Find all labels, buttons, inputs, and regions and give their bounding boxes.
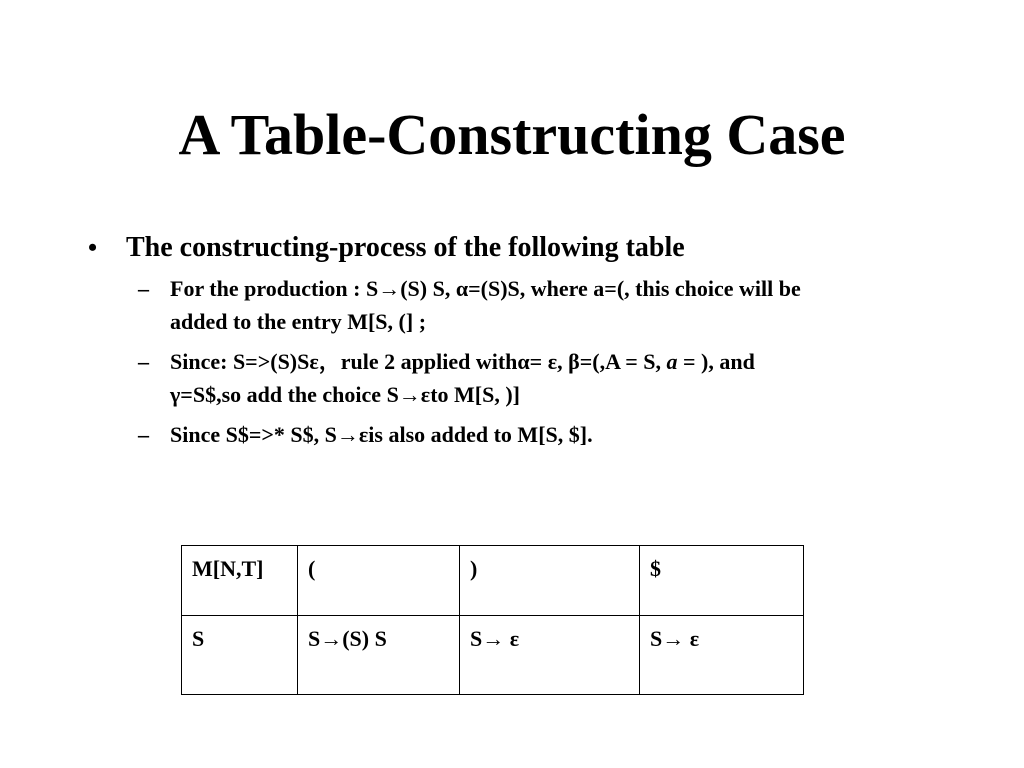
table-cell: S xyxy=(182,616,298,695)
bullet-item xyxy=(88,228,848,268)
table-cell: ( xyxy=(298,546,460,616)
sub-bullet-item-since-rule2 xyxy=(138,345,848,411)
table-row xyxy=(182,616,804,695)
sub-bullet-item-production xyxy=(138,272,848,338)
sub-bullet-list xyxy=(88,272,848,451)
table-cell: M[N,T] xyxy=(182,546,298,616)
sub-bullet-text xyxy=(170,345,830,411)
parsing-table xyxy=(181,545,804,695)
table-cell: S→ ε xyxy=(460,616,640,695)
bullet-marker: • xyxy=(88,233,98,262)
table-cell: ) xyxy=(460,546,640,616)
bullet-list xyxy=(88,228,848,458)
dash-marker: – xyxy=(138,349,149,374)
sub-bullet-item-since-dollar xyxy=(138,418,848,451)
italic-symbol: a xyxy=(666,349,678,374)
dash-marker: – xyxy=(138,422,149,447)
sub-bullet-text: For the production : S→(S) S, α=(S)S, where a=(, this choice will be added to the entry M[S, (] ; xyxy=(170,276,801,334)
dash-marker: – xyxy=(138,276,149,301)
table-cell: S→(S) S xyxy=(298,616,460,695)
bullet-text: The constructing-process of the following table xyxy=(126,232,685,263)
table-cell: S→ ε xyxy=(640,616,804,695)
sub-bullet-text-part: = ), and γ=S$,so add the choice S→εto M[S, )] xyxy=(170,349,755,407)
table-header-row xyxy=(182,546,804,616)
slide-title: A Table-Constructing Case xyxy=(178,102,846,167)
table-cell: $ xyxy=(640,546,804,616)
sub-bullet-text: Since S$=>* S$, S→εis also added to M[S, $]. xyxy=(170,422,593,447)
sub-bullet-text-part: Since: S=>(S)Sε，rule 2 applied withα= ε, β=(,A = S, xyxy=(170,349,667,374)
